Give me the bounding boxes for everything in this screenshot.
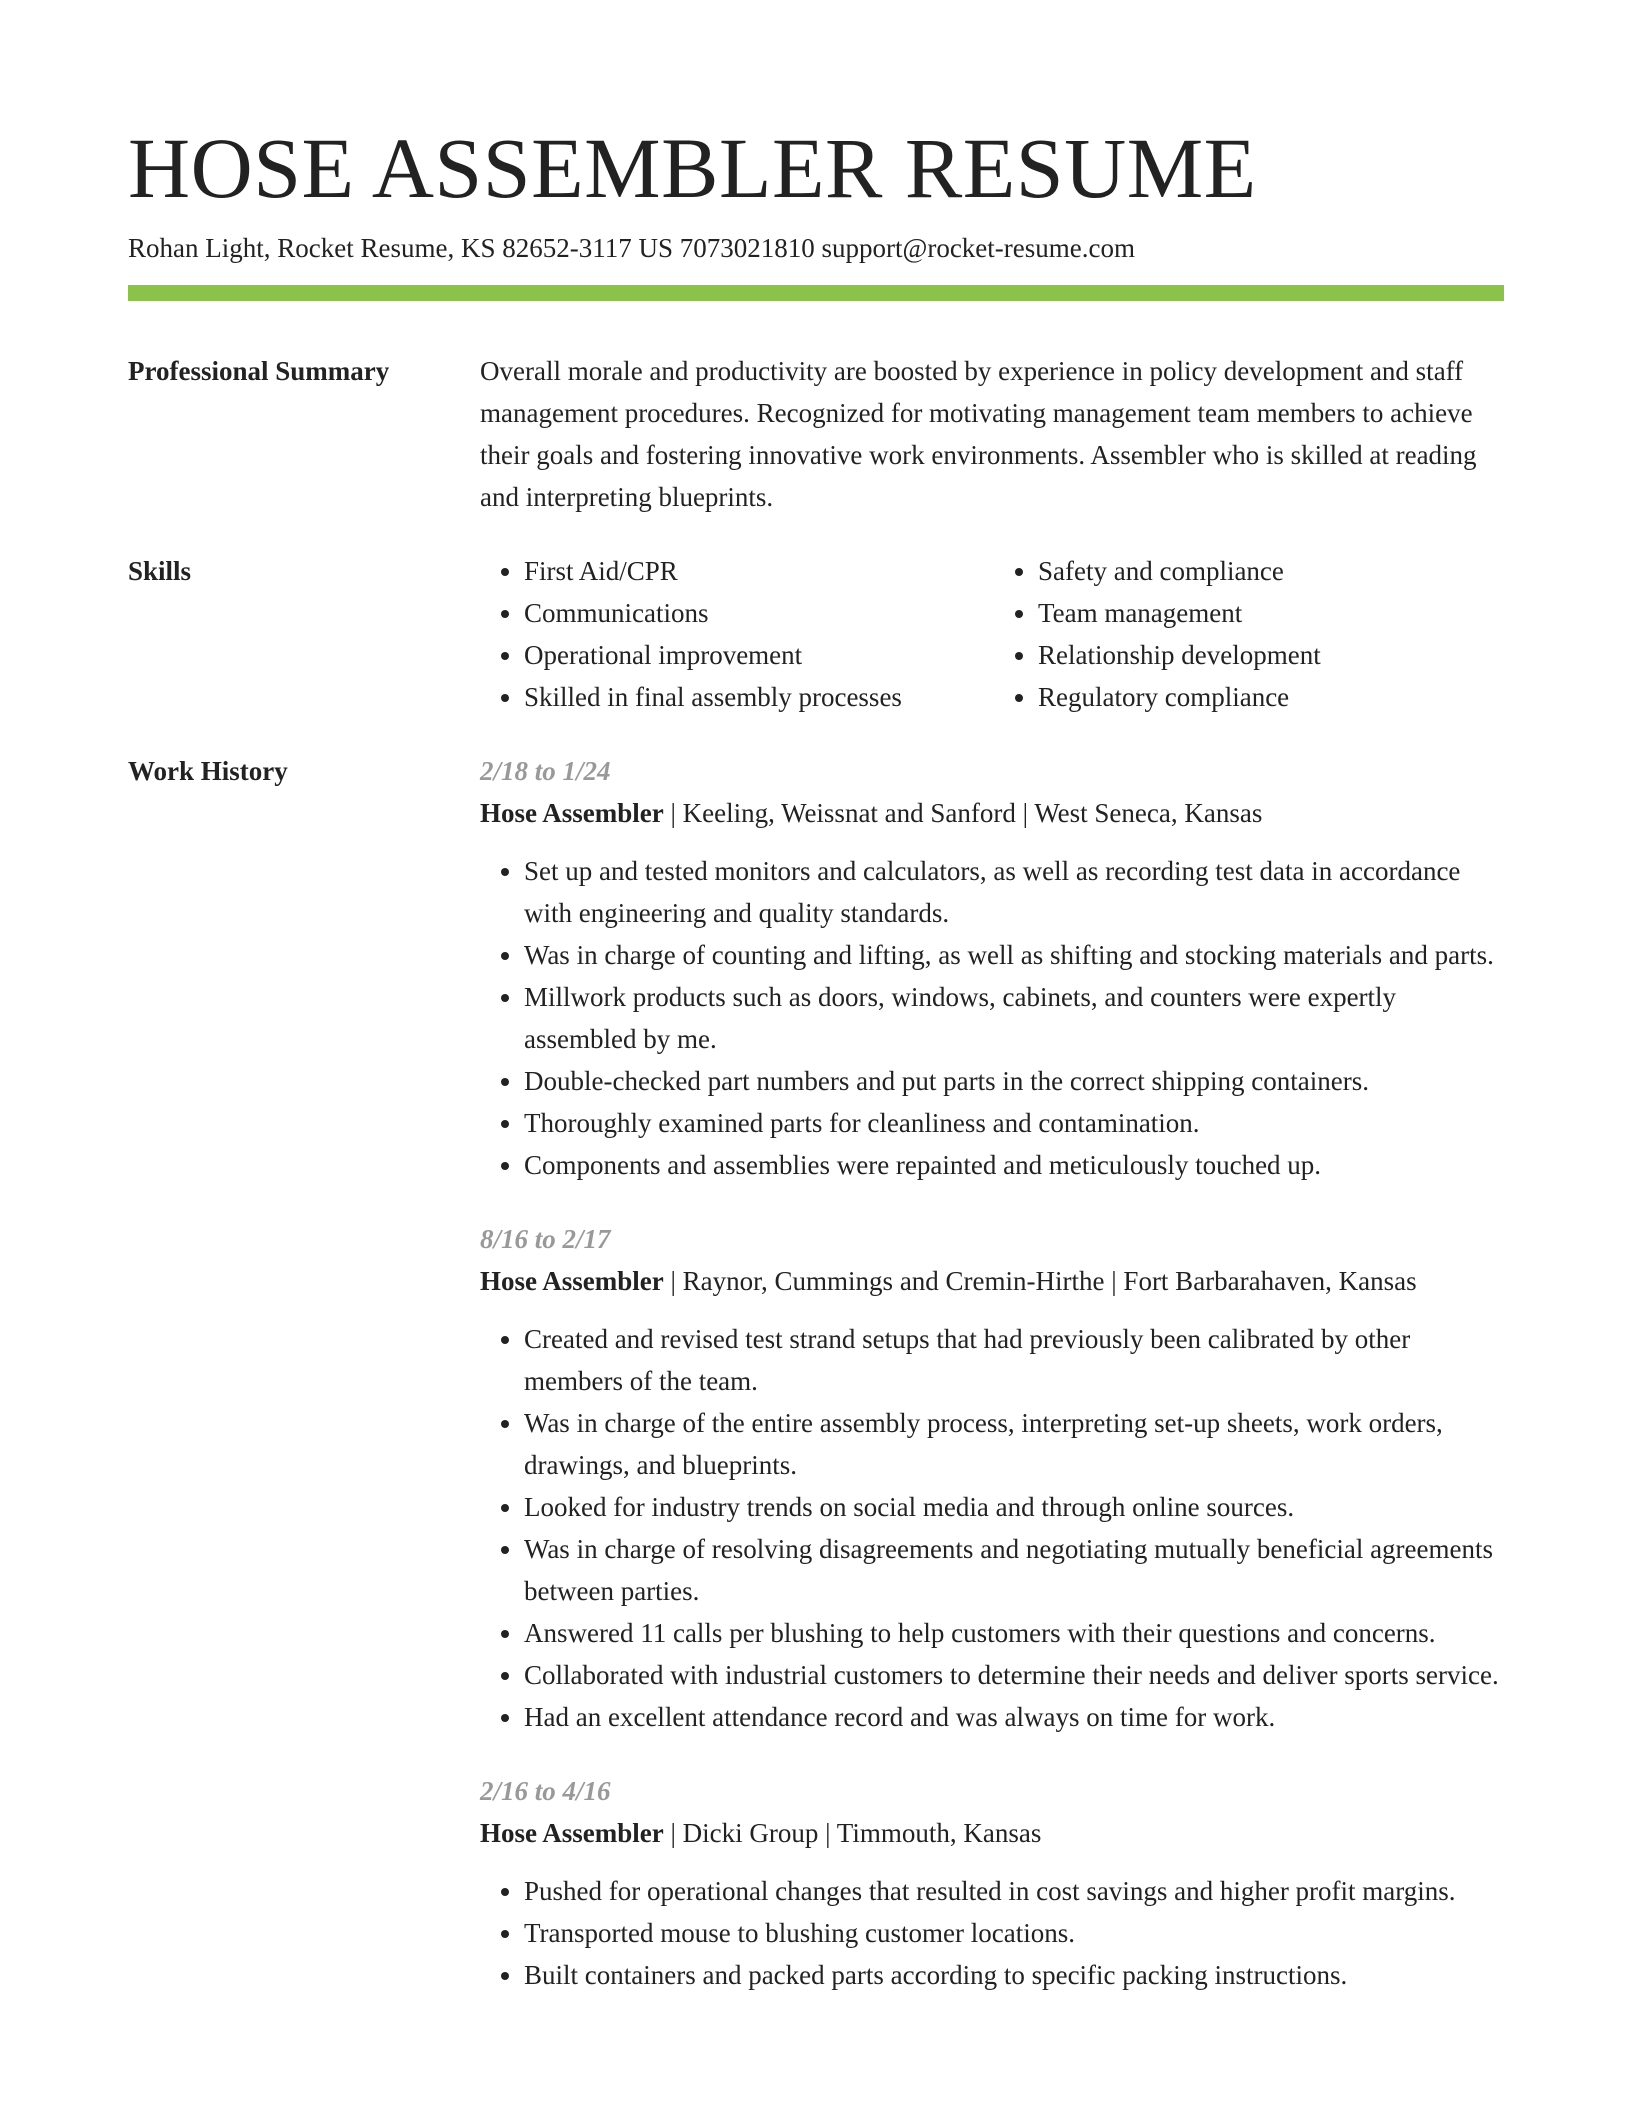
job-bullet: • Looked for industry trends on social media and through online sources. (524, 1486, 1508, 1528)
job-bullet: • Created and revised test strand setups that had previously been calibrated by other members of the team. (524, 1318, 1508, 1402)
job-bullet: • Was in charge of the entire assembly process, interpreting set-up sheets, work orders, drawings, and blueprints. (524, 1402, 1508, 1486)
work-history-label: Work History (128, 756, 288, 786)
job-dates: 2/18 to 1/24 (480, 756, 611, 786)
job-location: West Seneca, Kansas (1034, 798, 1263, 828)
separator: | (670, 1818, 676, 1848)
resume-title: HOSE ASSEMBLER RESUME (128, 120, 1257, 216)
separator: | (1022, 798, 1029, 828)
job-heading (480, 1812, 1508, 1854)
job-entry (480, 1770, 1508, 1996)
job-entry (480, 1218, 1508, 1738)
work-history-list (480, 750, 1508, 2028)
job-bullets (480, 850, 1508, 1186)
skill-item: • Skilled in final assembly processes (524, 676, 994, 718)
job-company: Raynor, Cummings and Cremin-Hirthe (682, 1266, 1105, 1296)
skills-column-2 (994, 550, 1508, 718)
job-bullet: • Thoroughly examined parts for cleanliness and contamination. (524, 1102, 1508, 1144)
skills-label: Skills (128, 556, 192, 586)
skill-item: • Team management (1038, 592, 1508, 634)
separator: | (825, 1818, 831, 1848)
header-divider (128, 285, 1504, 301)
job-title: Hose Assembler (480, 1266, 664, 1296)
job-title: Hose Assembler (480, 798, 664, 828)
summary-text: Overall morale and productivity are boosted by experience in policy development and staff management procedures. Recognized for motivating management team members to achieve their goals and fostering innovative work environments. Assembler who is skilled at reading and interpreting blueprints. (480, 356, 1477, 512)
job-location: Timmouth, Kansas (836, 1818, 1042, 1848)
job-bullet: • Set up and tested monitors and calculators, as well as recording test data in accordance with engineering and quality standards. (524, 850, 1508, 934)
job-bullet: • Pushed for operational changes that resulted in cost savings and higher profit margins. (524, 1870, 1508, 1912)
separator: | (670, 1266, 676, 1296)
job-bullet: • Built containers and packed parts according to specific packing instructions. (524, 1954, 1508, 1996)
job-location: Fort Barbarahaven, Kansas (1123, 1266, 1417, 1296)
separator: | (670, 798, 676, 828)
job-bullet: • Collaborated with industrial customers to determine their needs and deliver sports service. (524, 1654, 1508, 1696)
job-bullet: • Millwork products such as doors, windows, cabinets, and counters were expertly assembled by me. (524, 976, 1508, 1060)
job-dates: 8/16 to 2/17 (480, 1224, 611, 1254)
skills-list (480, 550, 1508, 718)
skill-item: • Regulatory compliance (1038, 676, 1508, 718)
job-bullet: • Components and assemblies were repainted and meticulously touched up. (524, 1144, 1508, 1186)
job-heading (480, 1260, 1508, 1302)
separator: | (1111, 1266, 1117, 1296)
skills-column-1 (480, 550, 994, 718)
job-bullet: • Transported mouse to blushing customer locations. (524, 1912, 1508, 1954)
contact-line: Rohan Light, Rocket Resume, KS 82652-3117 US 7073021810 support@rocket-resume.com (128, 233, 1135, 263)
skill-item: • First Aid/CPR (524, 550, 994, 592)
skill-item: • Communications (524, 592, 994, 634)
job-bullet: • Was in charge of resolving disagreements and negotiating mutually beneficial agreements between parties. (524, 1528, 1508, 1612)
skill-item: • Operational improvement (524, 634, 994, 676)
job-entry (480, 750, 1508, 1186)
job-company: Keeling, Weissnat and Sanford (682, 798, 1016, 828)
skill-item: • Relationship development (1038, 634, 1508, 676)
job-bullet: • Double-checked part numbers and put parts in the correct shipping containers. (524, 1060, 1508, 1102)
job-bullets (480, 1318, 1508, 1738)
skill-item: • Safety and compliance (1038, 550, 1508, 592)
job-heading (480, 792, 1508, 834)
job-company: Dicki Group (682, 1818, 819, 1848)
job-title: Hose Assembler (480, 1818, 664, 1848)
job-dates: 2/16 to 4/16 (480, 1776, 611, 1806)
job-bullet: • Was in charge of counting and lifting, as well as shifting and stocking materials and parts. (524, 934, 1508, 976)
summary-label: Professional Summary (128, 356, 390, 386)
job-bullets (480, 1870, 1508, 1996)
job-bullet: • Had an excellent attendance record and was always on time for work. (524, 1696, 1508, 1738)
job-bullet: • Answered 11 calls per blushing to help customers with their questions and concerns. (524, 1612, 1508, 1654)
